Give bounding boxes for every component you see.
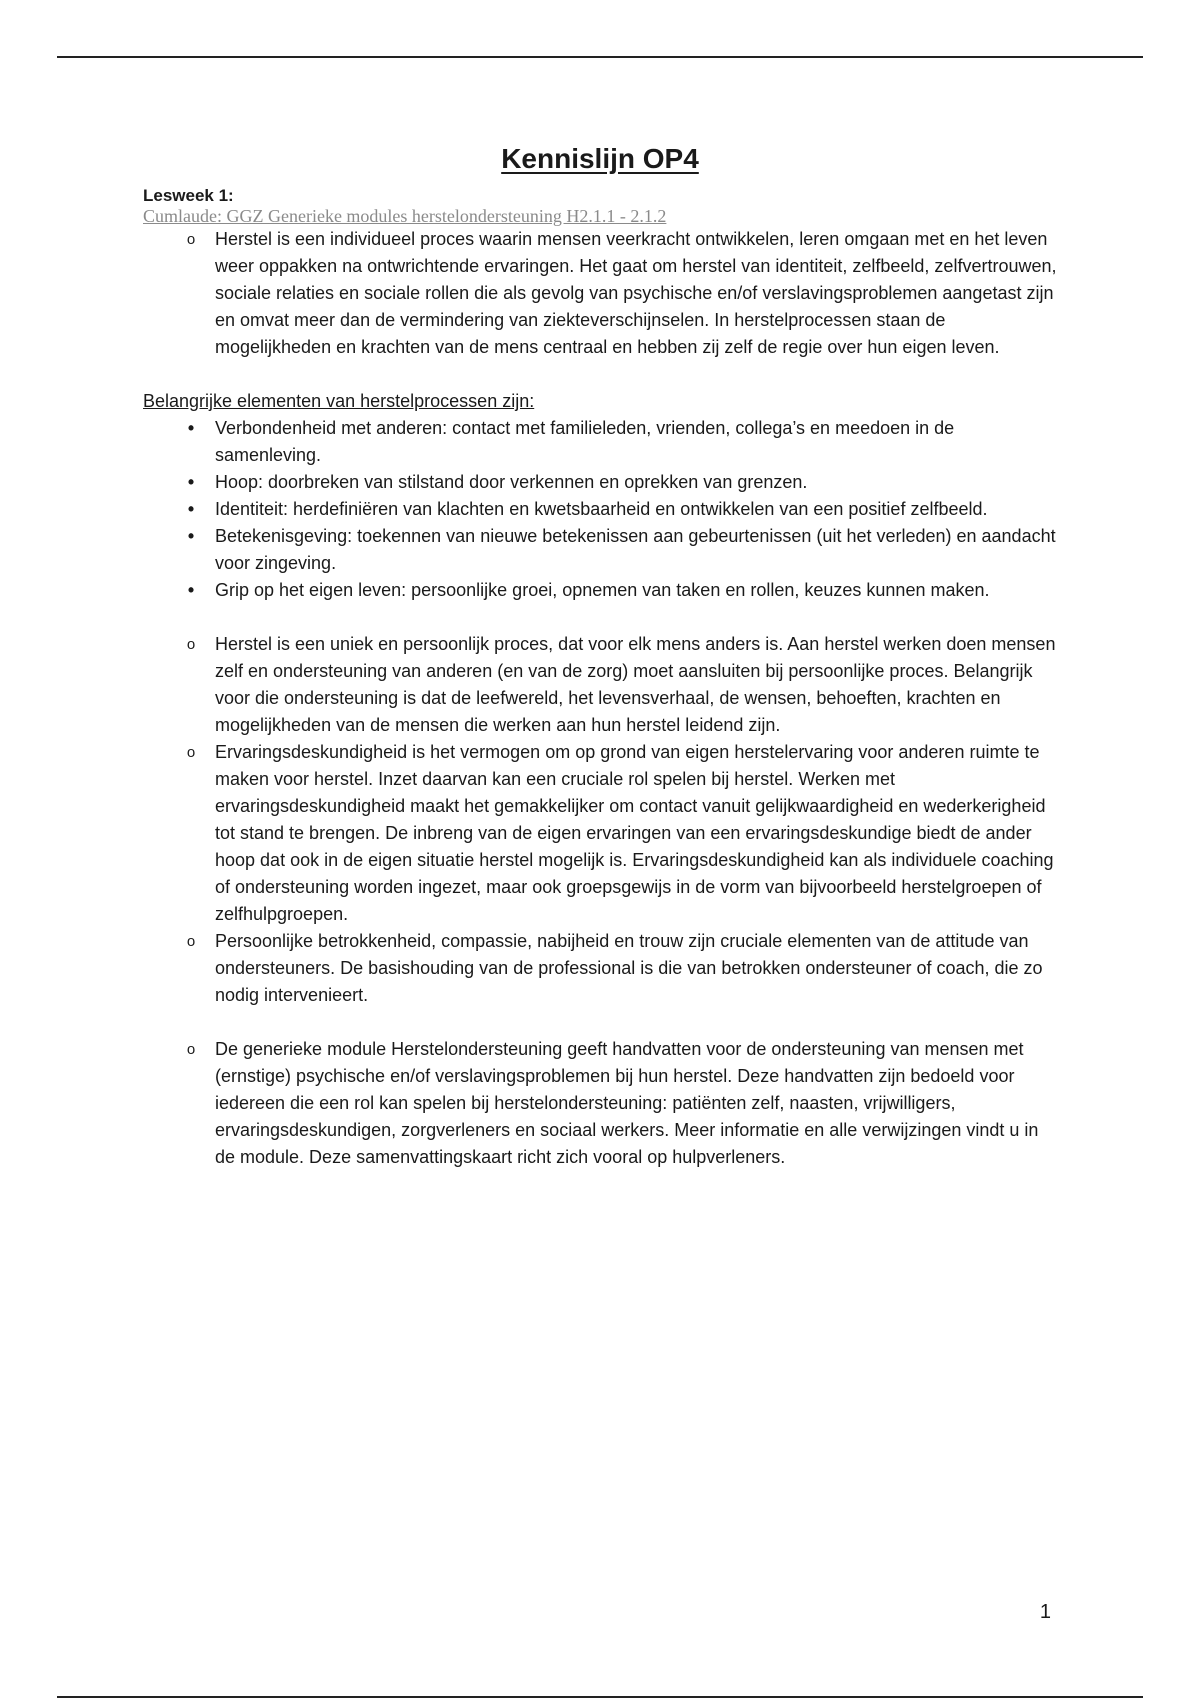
list-item: o Herstel is een individueel proces waarin mensen veerkracht ontwikkelen, leren omgaan met en het leven weer oppakken na ontwrichtende ervaringen. Het gaat om herstel van identiteit, zelfbeeld, zelfvertrouwen, sociale relaties en sociale rollen die als gevolg van psychische en/of verslavingsproblemen aangetast zijn en omvat meer dan de vermindering van ziekteverschijnselen. In herstelprocessen staan de mogelijkheden en krachten van de mens centraal en hebben zij zelf de regie over hun eigen leven. [143, 226, 1063, 361]
list-item: o Ervaringsdeskundigheid is het vermogen om op grond van eigen herstelervaring voor anderen ruimte te maken voor herstel. Inzet daarvan kan een cruciale rol spelen bij herstel. Werken met ervaringsdeskundigheid maakt het gemakkelijker om contact vanuit gelijkwaardigheid en wederkerigheid tot stand te brengen. De inbreng van de eigen ervaringen van een ervaringsdeskundige biedt de ander hoop dat ook in de eigen situatie herstel mogelijk is. Ervaringsdeskundigheid kan als individuele coaching of ondersteuning worden ingezet, maar ook groepsgewijs in de vorm van bijvoorbeeld herstelgroepen of zelfhulpgroepen. [143, 739, 1063, 928]
list-item: • Betekenisgeving: toekennen van nieuwe betekenissen aan gebeurtenissen (uit het verleden) en aandacht voor zingeving. [143, 523, 1063, 577]
bullet-icon: • [187, 526, 195, 546]
footer-rule [57, 1696, 1143, 1698]
circle-bullet-icon: o [186, 636, 196, 653]
circle-bullet-icon: o [186, 231, 196, 248]
spacer [143, 1009, 1063, 1036]
page-title: Kennislijn OP4 [501, 143, 699, 174]
bullet-icon: • [187, 418, 195, 438]
page-number: 1 [1039, 1601, 1051, 1623]
list-item: • Identiteit: herdefiniëren van klachten en kwetsbaarheid en ontwikkelen van een positief zelfbeeld. [143, 496, 1063, 523]
list-item: • Grip op het eigen leven: persoonlijke groei, opnemen van taken en rollen, keuzes kunnen maken. [143, 577, 1063, 604]
circle-bullet-icon: o [186, 1041, 196, 1058]
circle-bullet-icon: o [186, 933, 196, 950]
list-item: • Verbondenheid met anderen: contact met familieleden, vrienden, collega’s en meedoen in de samenleving. [143, 415, 1063, 469]
module-list [143, 1036, 1063, 1171]
list-item: o Persoonlijke betrokkenheid, compassie, nabijheid en trouw zijn cruciale elementen van de attitude van ondersteuners. De basishouding van de professional is die van betrokken ondersteuner of coach, die zo nodig intervenieert. [143, 928, 1063, 1009]
circle-bullet-icon: o [186, 744, 196, 761]
list-item: o Herstel is een uniek en persoonlijk proces, dat voor elk mens anders is. Aan herstel werken doen mensen zelf en ondersteuning van anderen (en van de zorg) moet aansluiten bij persoonlijke proces. Belangrijk voor die ondersteuning is dat de leefwereld, het levensverhaal, de wensen, behoeften, krachten en mogelijkheden van de mensen die werken aan hun herstel leidend zijn. [143, 631, 1063, 739]
week-label: Lesweek 1: [143, 186, 234, 205]
bullet-icon: • [187, 472, 195, 492]
list-item: • Hoop: doorbreken van stilstand door verkennen en oprekken van grenzen. [143, 469, 1063, 496]
elements-list [143, 415, 1063, 604]
bullet-icon: • [187, 580, 195, 600]
bullet-icon: • [187, 499, 195, 519]
source-reference: Cumlaude: GGZ Generieke modules herstelondersteuning H2.1.1 - 2.1.2 [143, 206, 667, 226]
elements-heading: Belangrijke elementen van herstelprocessen zijn: [143, 391, 535, 411]
intro-list [143, 226, 1063, 361]
list-item: o De generieke module Herstelondersteuning geeft handvatten voor de ondersteuning van mensen met (ernstige) psychische en/of verslavingsproblemen bij hun herstel. Deze handvatten zijn bedoeld voor iedereen die een rol kan spelen bij herstelondersteuning: patiënten zelf, naasten, vrijwilligers, ervaringsdeskundigen, zorgverleners en sociaal werkers. Meer informatie en alle verwijzingen vindt u in de module. Deze samenvattingskaart richt zich vooral op hulpverleners. [143, 1036, 1063, 1171]
spacer [143, 604, 1063, 631]
header-rule [57, 56, 1143, 58]
herstel-list [143, 631, 1063, 1009]
document-body [143, 186, 1063, 1171]
